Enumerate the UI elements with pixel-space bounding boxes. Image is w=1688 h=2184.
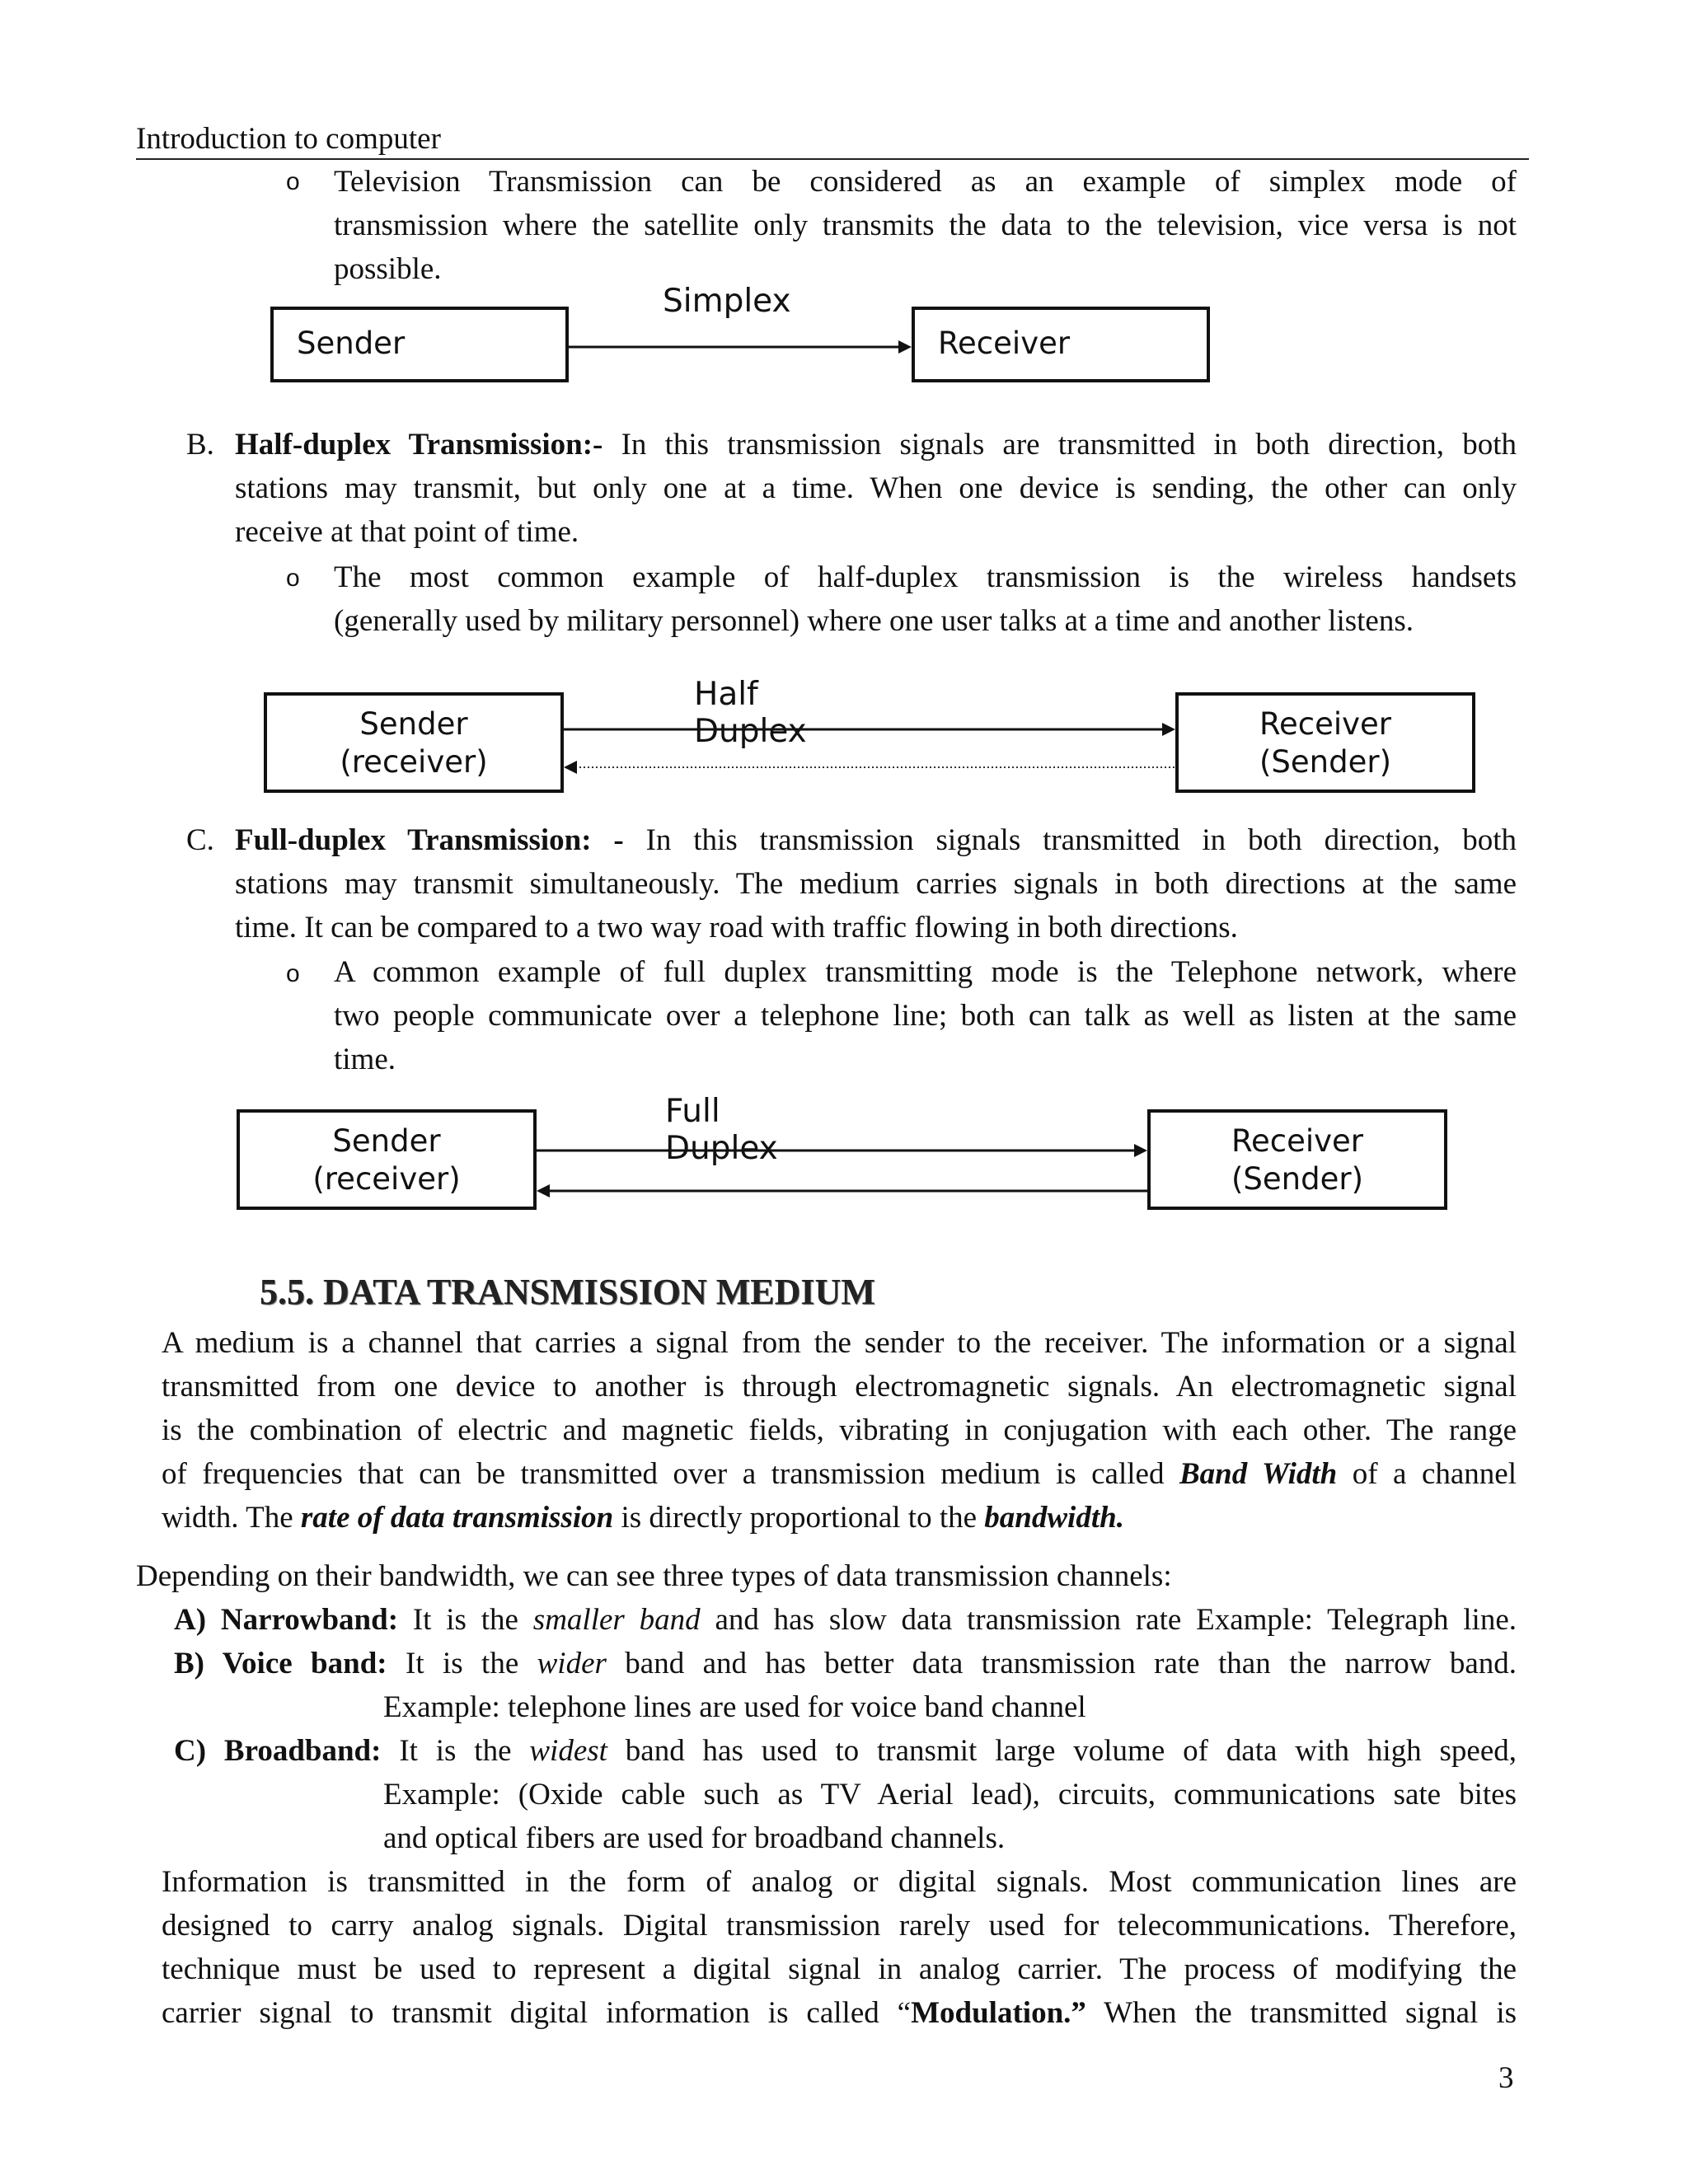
sender-sublabel: (receiver) <box>340 744 488 780</box>
paragraph-line: is the combination of electric and magnetic fields, vibrating in conjugation with each other. The range <box>162 1413 1517 1447</box>
sender-sublabel: (receiver) <box>312 1161 461 1197</box>
text-run: and has slow data transmission rate Example: Telegraph line. <box>700 1603 1517 1637</box>
full-duplex-text: In this transmission signals transmitted in both direction, both <box>623 823 1517 857</box>
receiver-sublabel: (Sender) <box>1231 1161 1364 1197</box>
simplex-example-line: possible. <box>334 252 442 286</box>
half-duplex-line2: stations may transmit, but only one at a time. When one device is sending, the other can only <box>235 471 1517 505</box>
receiver-label: Receiver <box>1231 1123 1364 1159</box>
text-run: It is the <box>398 1603 533 1637</box>
text-run: band has used to transmit large volume of data with high speed, <box>607 1734 1517 1768</box>
full-duplex-line2: stations may transmit simultaneously. The medium carries signals in both directions at the same <box>235 867 1517 901</box>
emphasis-band-width: Band Width <box>1179 1457 1338 1491</box>
paragraph-line <box>162 1452 1517 1496</box>
simplex-example-line: Television Transmission can be considered as an example of simplex mode of <box>334 165 1517 199</box>
narrowband-label: A) Narrowband: <box>174 1603 399 1637</box>
voiceband-line2: Example: telephone lines are used for voice band channel <box>383 1690 1086 1724</box>
paragraph-line: transmitted from one device to another is through electromagnetic signals. An electromagnetic signal <box>162 1370 1517 1404</box>
broadband-label: C) Broadband: <box>174 1734 382 1768</box>
broadband-line2: Example: (Oxide cable such as TV Aerial lead), circuits, communications sate bites <box>383 1778 1517 1811</box>
simplex-label: Simplex <box>663 283 791 320</box>
section-heading: 5.5. DATA TRANSMISSION MEDIUM <box>260 1272 875 1312</box>
emphasis-modulation: Modulation.” <box>911 1996 1086 2030</box>
voiceband-label: B) Voice band: <box>174 1647 387 1680</box>
full-duplex-title: Full-duplex Transmission: - <box>235 823 624 857</box>
half-duplex-title: Half-duplex Transmission:- <box>235 428 603 462</box>
broadband-line3: and optical fibers are used for broadband channels. <box>383 1821 1006 1855</box>
text-run: of a channel <box>1337 1457 1517 1491</box>
emphasis-rate: rate of data transmission <box>300 1501 614 1535</box>
narrowband-item <box>174 1598 1517 1642</box>
text-run: widest <box>529 1734 607 1768</box>
receiver-label: Receiver <box>938 326 1071 361</box>
receiver-sublabel: (Sender) <box>1259 744 1392 780</box>
full-duplex-line3: time. It can be compared to a two way road with traffic flowing in both directions. <box>235 911 1238 944</box>
full-duplex-example-line: time. <box>334 1043 396 1076</box>
full-duplex-example-line: A common example of full duplex transmitting mode is the Telephone network, where <box>334 955 1517 989</box>
list-marker-c: C. <box>186 823 214 857</box>
sender-label: Sender <box>359 706 468 742</box>
text-run: of frequencies that can be transmitted over a transmission medium is called <box>162 1457 1179 1491</box>
paragraph-line: A medium is a channel that carries a signal from the sender to the receiver. The information or a signal <box>162 1326 1517 1360</box>
page-number: 3 <box>1498 2061 1514 2095</box>
paragraph-line: technique must be used to represent a digital signal in analog carrier. The process of modifying the <box>162 1952 1517 1986</box>
text-run: When the transmitted signal is <box>1085 1996 1517 2030</box>
text-run: wider <box>537 1647 607 1680</box>
half-duplex-example-line: The most common example of half-duplex transmission is the wireless handsets <box>334 560 1517 594</box>
bullet-marker: o <box>286 565 300 592</box>
paragraph-line: Information is transmitted in the form of analog or digital signals. Most communication lines are <box>162 1865 1517 1899</box>
half-duplex-text: In this transmission signals are transmitted in both direction, both <box>603 428 1517 462</box>
list-marker-b: B. <box>186 428 214 462</box>
half-duplex-example-line: (generally used by military personnel) where one user talks at a time and another listens. <box>334 604 1414 638</box>
bullet-marker: o <box>286 168 300 195</box>
full-duplex-label: Full Duplex <box>665 1093 778 1167</box>
simplex-example-line: transmission where the satellite only transmits the data to the television, vice versa is not <box>334 209 1517 242</box>
sender-label: Sender <box>297 326 406 361</box>
text-run: band and has better data transmission rate than the narrow band. <box>606 1647 1517 1680</box>
text-run: It is the <box>387 1647 537 1680</box>
channels-intro: Depending on their bandwidth, we can see three types of data transmission channels: <box>136 1559 1172 1593</box>
full-duplex-example-line: two people communicate over a telephone line; both can talk as well as listen at the same <box>334 999 1517 1033</box>
receiver-label: Receiver <box>1259 706 1392 742</box>
sender-label: Sender <box>332 1123 441 1159</box>
text-run: width. The <box>162 1501 301 1535</box>
paragraph-line <box>162 1991 1517 2035</box>
half-duplex-label: Half Duplex <box>694 676 807 750</box>
page-header: Introduction to computer <box>136 120 1529 160</box>
paragraph-line <box>162 1496 1124 1540</box>
half-duplex-line3: receive at that point of time. <box>235 515 579 549</box>
emphasis-bandwidth: bandwidth. <box>984 1501 1124 1535</box>
text-run: smaller band <box>532 1603 701 1637</box>
bullet-marker: o <box>286 960 300 987</box>
text-run: carrier signal to transmit digital information is called “ <box>162 1996 912 2030</box>
text-run: It is the <box>381 1734 530 1768</box>
paragraph-line: designed to carry analog signals. Digital transmission rarely used for telecommunications. Therefore, <box>162 1909 1517 1943</box>
voiceband-item <box>174 1642 1517 1685</box>
broadband-item <box>174 1729 1517 1773</box>
text-run: is directly proportional to the <box>613 1501 985 1535</box>
